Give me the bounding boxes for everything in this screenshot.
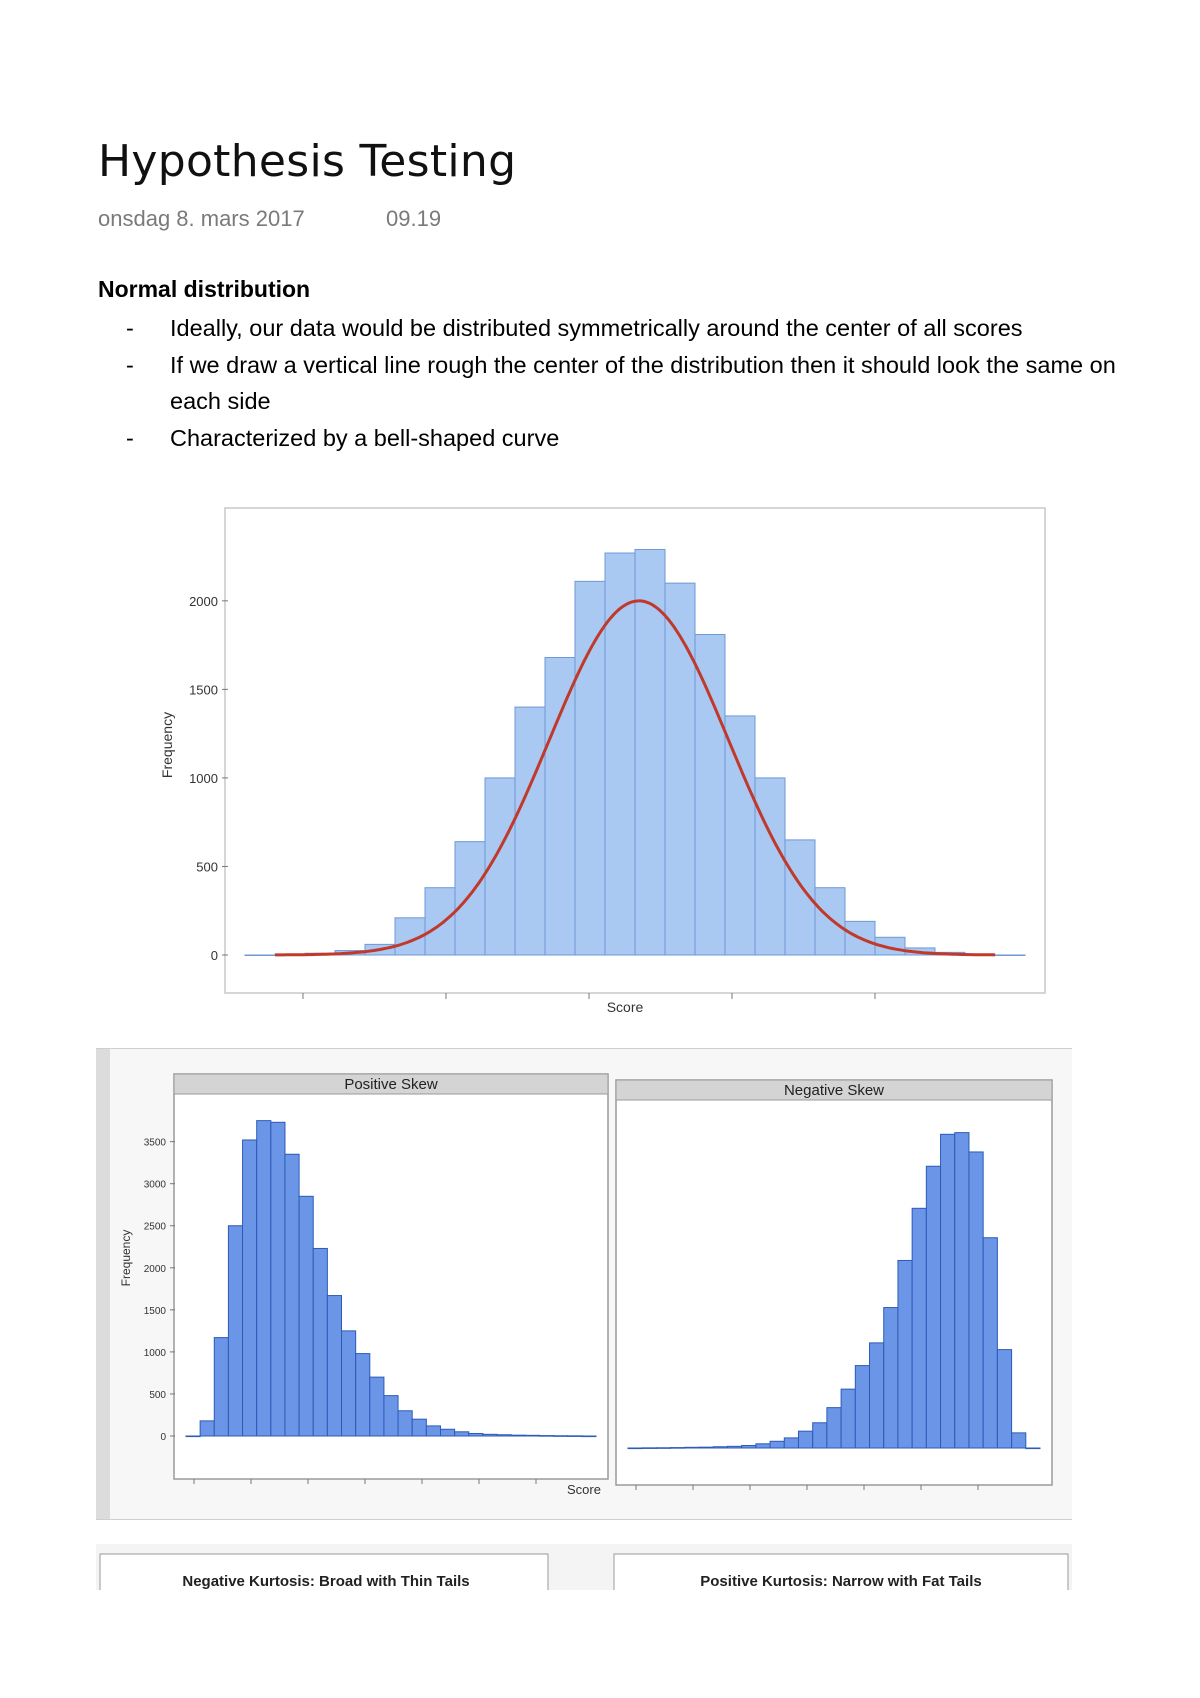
bullet-dash: - — [126, 351, 134, 378]
histogram-bar — [455, 842, 485, 955]
bullet-text: If we draw a vertical line rough the center of the distribution then it should look the same on each side — [170, 351, 1116, 414]
y-axis-label: Frequency — [119, 1229, 133, 1287]
histogram-bar — [228, 1226, 242, 1436]
histogram-bar — [983, 1238, 997, 1448]
normal-distribution-chart — [150, 500, 1072, 1025]
histogram-bar — [855, 1366, 869, 1448]
histogram-bar — [605, 553, 635, 955]
histogram-bar — [515, 707, 545, 955]
kurtosis-figure-svg — [96, 1544, 1072, 1590]
scan-edge-shadow — [96, 1048, 110, 1520]
bullet-item — [120, 310, 1140, 347]
bullet-list — [120, 310, 1140, 456]
bullet-item — [120, 420, 1140, 457]
histogram-bar — [327, 1296, 341, 1436]
page-title: Hypothesis Testing — [98, 136, 517, 187]
histogram-bar — [214, 1338, 228, 1436]
histogram-bar — [815, 888, 845, 955]
y-tick-label: 3000 — [143, 1179, 166, 1191]
histogram-bar — [426, 1426, 440, 1436]
histogram-bar — [271, 1122, 285, 1436]
y-tick-label: 0 — [160, 1432, 166, 1443]
x-axis-label: Score — [606, 999, 644, 1015]
histogram-bar — [243, 1140, 257, 1436]
histogram-bar — [285, 1154, 299, 1436]
y-tick-label: 500 — [149, 1389, 166, 1401]
histogram-bar — [827, 1408, 841, 1448]
y-tick-label: 3500 — [143, 1137, 166, 1149]
panel-title-right: Negative Skew — [783, 1082, 885, 1099]
histogram-bar — [545, 658, 575, 956]
histogram-bar — [955, 1133, 969, 1448]
y-tick-label: 0 — [210, 948, 218, 963]
histogram-bar — [425, 888, 455, 955]
histogram-bar — [870, 1343, 884, 1448]
histogram-bar — [784, 1438, 798, 1448]
histogram-bar — [455, 1432, 469, 1436]
histogram-bar — [356, 1354, 370, 1436]
histogram-bar — [997, 1350, 1011, 1448]
histogram-bar — [1012, 1433, 1026, 1448]
histogram-bar — [398, 1411, 412, 1436]
panel-title-right: Positive Kurtosis: Narrow with Fat Tails — [700, 1573, 982, 1590]
histogram-bar — [755, 778, 785, 955]
normal-distribution-figure — [150, 500, 1072, 1025]
histogram-bar — [412, 1419, 426, 1436]
histogram-bar — [813, 1423, 827, 1448]
y-tick-label: 1500 — [143, 1305, 166, 1317]
page-date: onsdag 8. mars 2017 — [98, 206, 305, 231]
bullet-dash: - — [126, 424, 134, 451]
y-tick-label: 1500 — [189, 682, 218, 698]
histogram-bar — [798, 1431, 812, 1448]
histogram-bar — [926, 1166, 940, 1448]
y-tick-label: 2500 — [143, 1221, 166, 1233]
histogram-bar — [342, 1331, 356, 1436]
x-axis-label: Score — [567, 1482, 601, 1497]
page-time: 09.19 — [386, 206, 442, 231]
kurtosis-figure-partial — [96, 1544, 1072, 1590]
histogram-bar — [695, 634, 725, 955]
histogram-bar — [200, 1421, 214, 1436]
skew-figure — [96, 1048, 1072, 1520]
histogram-bar — [841, 1389, 855, 1448]
y-tick-label: 1000 — [143, 1347, 166, 1359]
histogram-bar — [313, 1248, 327, 1436]
y-tick-label: 500 — [196, 859, 218, 875]
histogram-bar — [941, 1134, 955, 1448]
histogram-bar — [912, 1208, 926, 1448]
histogram-bar — [725, 716, 755, 955]
section-heading: Normal distribution — [98, 276, 311, 302]
bullet-text: Characterized by a bell-shaped curve — [170, 424, 560, 451]
histogram-bar — [299, 1196, 313, 1436]
panel-title-left: Negative Kurtosis: Broad with Thin Tails — [182, 1573, 470, 1590]
skew-chart — [96, 1048, 1072, 1520]
histogram-bar — [969, 1152, 983, 1448]
histogram-bar — [370, 1377, 384, 1436]
histogram-bar — [575, 581, 605, 955]
histogram-bar — [384, 1396, 398, 1436]
histogram-bar — [440, 1429, 454, 1436]
bullet-dash: - — [126, 315, 134, 341]
bullet-item — [120, 347, 1140, 420]
y-tick-label: 1000 — [189, 770, 218, 786]
panel-title-left: Positive Skew — [344, 1076, 438, 1093]
y-axis-label: Frequency — [159, 711, 175, 779]
histogram-bar — [898, 1260, 912, 1448]
histogram-bar — [756, 1444, 770, 1448]
y-tick-label: 2000 — [189, 593, 218, 609]
bullet-text: Ideally, our data would be distributed symmetrically around the center of all scores — [170, 315, 1023, 341]
histogram-bar — [770, 1441, 784, 1448]
histogram-bar — [257, 1121, 271, 1436]
y-tick-label: 2000 — [143, 1263, 166, 1275]
histogram-bar — [884, 1308, 898, 1448]
